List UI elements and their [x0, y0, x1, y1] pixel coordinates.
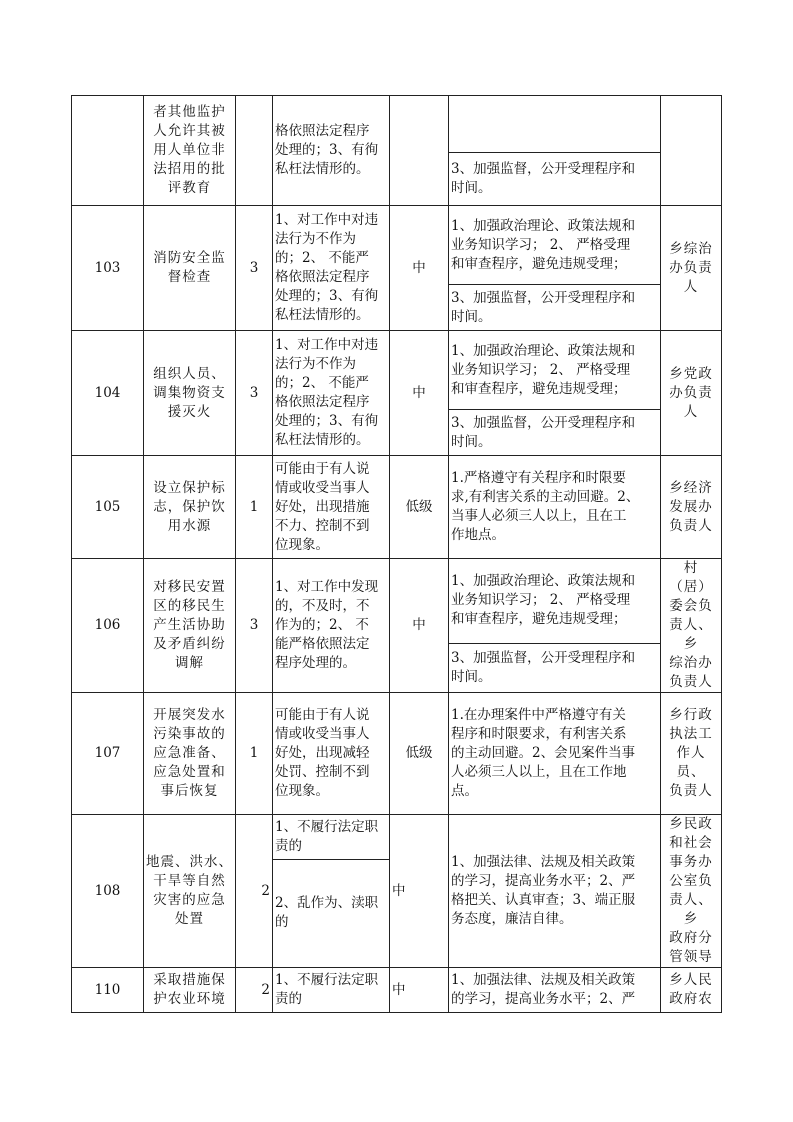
- table-row: [72, 693, 722, 815]
- risk-score: 2: [236, 815, 273, 968]
- risk-level: 中: [390, 559, 449, 693]
- responsible-department: 乡综治 办负责 人: [661, 206, 722, 331]
- responsible-department: 乡人民 政府农: [661, 968, 722, 1013]
- prevention-measures: 1.严格遵守有关程序和时限要 求,有利害关系的主动回避。2、 当事人必须三人以上，且在工 作地点。: [449, 456, 661, 559]
- row-number: [72, 96, 144, 206]
- row-number: 106: [72, 559, 144, 693]
- table-row: [72, 96, 722, 153]
- prevention-measures: 1、加强政治理论、政策法规和 业务知识学习； 2、 严格受理 和审查程序，避免违规受理；: [449, 331, 661, 410]
- risk-points: 1、对工作中对违 法行为不作为 的；2、 不能严 格依照法定程序 处理的；3、有徇 私枉法情形的。: [273, 206, 390, 331]
- responsible-department: [661, 96, 722, 206]
- task-name: 采取措施保 护农业环境: [144, 968, 236, 1013]
- prevention-measures: 1.在办理案件中严格遵守有关 程序和时限要求，有利害关系 的主动回避。2、会见案件当事 人必须三人以上，且在工作地 点。: [449, 693, 661, 815]
- responsible-department: 乡民政 和社会 事务办 公室负 责人、乡 政府分 管领导: [661, 815, 722, 968]
- risk-score: 3: [236, 559, 273, 693]
- responsible-department: 乡经济 发展办 负责人: [661, 456, 722, 559]
- table-row: [72, 456, 722, 559]
- risk-score: 3: [236, 206, 273, 331]
- risk-level: 中: [390, 206, 449, 331]
- risk-points: 1、不履行法定职 责的: [273, 968, 390, 1013]
- risk-points: 可能由于有人说 情或收受当事人 好处，出现措施 不力、控制不到 位现象。: [273, 456, 390, 559]
- risk-points: 1、对工作中对违 法行为不作为 的；2、 不能严 格依照法定程序 处理的；3、有徇 私枉法情形的。: [273, 331, 390, 456]
- prevention-measures-supervision: 3、加强监督，公开受理程序和 时间。: [449, 285, 661, 331]
- prevention-measures-supervision: 3、加强监督，公开受理程序和 时间。: [449, 153, 661, 206]
- row-number: 103: [72, 206, 144, 331]
- risk-score: [236, 96, 273, 206]
- table-row: [72, 968, 722, 1013]
- responsible-department: 村（居） 委会负 责人、乡 综治办 负责人: [661, 559, 722, 693]
- prevention-measures: [449, 96, 661, 153]
- task-name: 对移民安置 区的移民生 产生活协助 及矛盾纠纷 调解: [144, 559, 236, 693]
- table-row: [72, 206, 722, 285]
- prevention-measures: 1、加强法律、法规及相关政策 的学习，提高业务水平；2、严: [449, 968, 661, 1013]
- risk-points: 格依照法定程序 处理的；3、有徇 私枉法情形的。: [273, 96, 390, 206]
- risk-score: 2: [236, 968, 273, 1013]
- risk-level: 中: [390, 815, 449, 968]
- responsible-department: 乡党政 办负责 人: [661, 331, 722, 456]
- risk-level: 低级: [390, 693, 449, 815]
- risk-level: 低级: [390, 456, 449, 559]
- risk-level: [390, 96, 449, 206]
- risk-table: [71, 95, 722, 1013]
- responsible-department: 乡行政 执法工 作人员、 负责人: [661, 693, 722, 815]
- risk-level: 中: [390, 968, 449, 1013]
- risk-points-secondary: 2、乱作为、渎职 的: [273, 859, 390, 967]
- prevention-measures: 1、加强政治理论、政策法规和 业务知识学习； 2、 严格受理 和审查程序，避免违规受理；: [449, 559, 661, 644]
- table-row: [72, 815, 722, 860]
- risk-score: 1: [236, 693, 273, 815]
- task-name: 开展突发水 污染事故的 应急准备、 应急处置和 事后恢复: [144, 693, 236, 815]
- row-number: 110: [72, 968, 144, 1013]
- row-number: 108: [72, 815, 144, 968]
- row-number: 105: [72, 456, 144, 559]
- table-row: [72, 331, 722, 410]
- task-name: 消防安全监 督检查: [144, 206, 236, 331]
- risk-score: 3: [236, 331, 273, 456]
- risk-level: 中: [390, 331, 449, 456]
- prevention-measures-supervision: 3、加强监督，公开受理程序和 时间。: [449, 410, 661, 456]
- risk-score: 1: [236, 456, 273, 559]
- risk-points: 可能由于有人说 情或收受当事人 好处，出现减轻 处罚、控制不到 位现象。: [273, 693, 390, 815]
- task-name: 者其他监护 人允许其被 用人单位非 法招用的批 评教育: [144, 96, 236, 206]
- risk-points: 1、对工作中发现 的，不及时，不 作为的；2、 不 能严格依照法定 程序处理的。: [273, 559, 390, 693]
- row-number: 107: [72, 693, 144, 815]
- prevention-measures: 1、加强政治理论、政策法规和 业务知识学习； 2、 严格受理 和审查程序，避免违规受理；: [449, 206, 661, 285]
- risk-points: 1、不履行法定职 责的: [273, 815, 390, 860]
- table-row: [72, 559, 722, 644]
- prevention-measures-supervision: 3、加强监督，公开受理程序和 时间。: [449, 643, 661, 692]
- task-name: 设立保护标 志，保护饮 用水源: [144, 456, 236, 559]
- task-name: 地震、洪水、 干旱等自然 灾害的应急 处置: [144, 815, 236, 968]
- task-name: 组织人员、 调集物资支 援灭火: [144, 331, 236, 456]
- prevention-measures: 1、加强法律、法规及相关政策 的学习，提高业务水平；2、严 格把关、认真审查；3、端正服 务态度，廉洁自律。: [449, 815, 661, 968]
- row-number: 104: [72, 331, 144, 456]
